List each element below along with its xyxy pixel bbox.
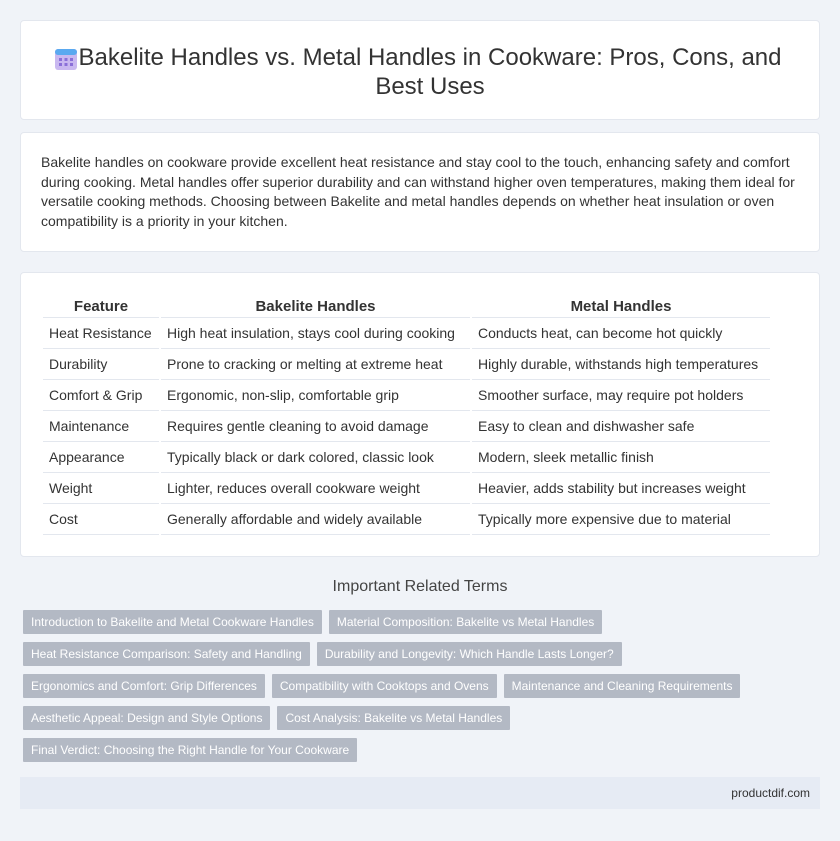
related-term-tag[interactable]: Heat Resistance Comparison: Safety and Handling [23, 642, 310, 666]
cell-metal: Typically more expensive due to material [472, 504, 770, 535]
footer [20, 777, 820, 809]
table-row [43, 442, 770, 473]
cell-metal: Modern, sleek metallic finish [472, 442, 770, 473]
related-term-tag[interactable]: Maintenance and Cleaning Requirements [504, 674, 741, 698]
header-feature: Feature [43, 296, 159, 318]
footer-site[interactable]: productdif.com [731, 786, 810, 800]
cell-bakelite: Generally affordable and widely available [161, 504, 470, 535]
related-terms-title: Important Related Terms [332, 578, 508, 595]
header-metal: Metal Handles [472, 296, 770, 318]
table-row [43, 504, 770, 535]
table-row [43, 349, 770, 380]
cell-bakelite: Typically black or dark colored, classic look [161, 442, 470, 473]
cell-feature: Maintenance [43, 411, 159, 442]
intro-text: Bakelite handles on cookware provide excellent heat resistance and stay cool to the touch, enhancing safety and comfort during cooking. Metal handles offer superior durability and can withstand higher oven temperatures, making them ideal for versatile cooking methods. Choosing between Bakelite and metal handles depends on whether heat insulation or oven compatibility is a priority in your kitchen. [41, 154, 795, 229]
table-header-row [43, 296, 770, 318]
cell-metal: Heavier, adds stability but increases weight [472, 473, 770, 504]
cell-metal: Conducts heat, can become hot quickly [472, 318, 770, 349]
table-row [43, 318, 770, 349]
table-row [43, 473, 770, 504]
related-term-tag[interactable]: Compatibility with Cooktops and Ovens [272, 674, 497, 698]
related-term-tag[interactable]: Material Composition: Bakelite vs Metal Handles [329, 610, 602, 634]
cell-feature: Cost [43, 504, 159, 535]
related-term-tag[interactable]: Aesthetic Appeal: Design and Style Options [23, 706, 270, 730]
cell-bakelite: Ergonomic, non-slip, comfortable grip [161, 380, 470, 411]
cell-feature: Comfort & Grip [43, 380, 159, 411]
cell-bakelite: Lighter, reduces overall cookware weight [161, 473, 470, 504]
cell-metal: Easy to clean and dishwasher safe [472, 411, 770, 442]
related-terms-tags [23, 610, 813, 770]
cell-metal: Smoother surface, may require pot holders [472, 380, 770, 411]
comparison-card [20, 272, 820, 557]
tag-row [23, 642, 813, 666]
tag-row [23, 674, 813, 698]
tag-row [23, 610, 813, 634]
cell-feature: Durability [43, 349, 159, 380]
comparison-table [43, 296, 770, 535]
page-title: Bakelite Handles vs. Metal Handles in Cookware: Pros, Cons, and Best Uses [78, 44, 782, 100]
cell-bakelite: Prone to cracking or melting at extreme heat [161, 349, 470, 380]
related-term-tag[interactable]: Final Verdict: Choosing the Right Handle for Your Cookware [23, 738, 357, 762]
table-row [43, 411, 770, 442]
cell-metal: Highly durable, withstands high temperatures [472, 349, 770, 380]
cell-bakelite: High heat insulation, stays cool during cooking [161, 318, 470, 349]
related-term-tag[interactable]: Introduction to Bakelite and Metal Cookware Handles [23, 610, 322, 634]
cell-feature: Weight [43, 473, 159, 504]
related-term-tag[interactable]: Cost Analysis: Bakelite vs Metal Handles [277, 706, 510, 730]
header-card [20, 20, 820, 120]
header-bakelite: Bakelite Handles [161, 296, 470, 318]
tag-row [23, 706, 813, 730]
cell-feature: Heat Resistance [43, 318, 159, 349]
cell-bakelite: Requires gentle cleaning to avoid damage [161, 411, 470, 442]
tag-row [23, 738, 813, 762]
table-row [43, 380, 770, 411]
cell-feature: Appearance [43, 442, 159, 473]
intro-card [20, 132, 820, 252]
related-term-tag[interactable]: Durability and Longevity: Which Handle Lasts Longer? [317, 642, 622, 666]
related-term-tag[interactable]: Ergonomics and Comfort: Grip Differences [23, 674, 265, 698]
